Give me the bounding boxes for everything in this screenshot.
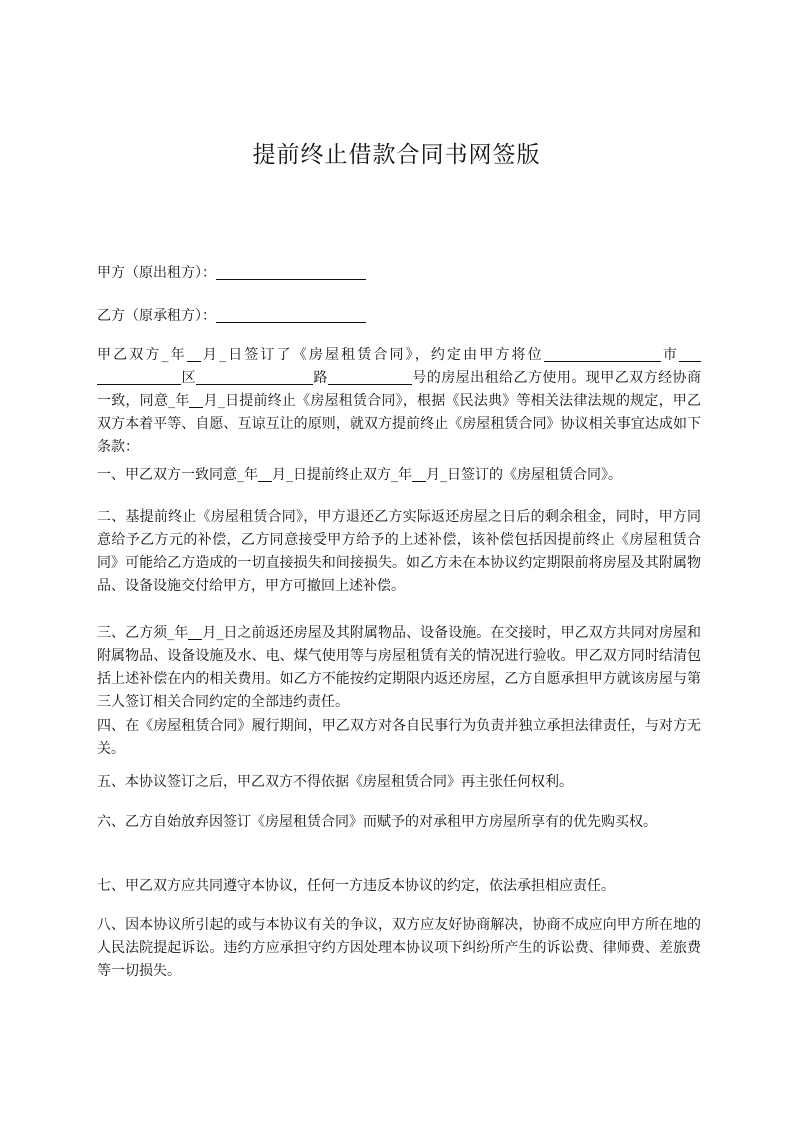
month-blank[interactable] <box>258 466 272 482</box>
intro-text: 日签订了《房屋租赁合同》，约定由甲方将位 <box>226 347 544 363</box>
city-blank-continued[interactable] <box>97 369 181 385</box>
clause-text: 日之前返还房屋及其附属物品、设备设施。在交接时，甲乙双方共同对房屋和附属物品、设备设施及水、电、煤气使用等与房屋租赁有关的情况进行验收。甲乙双方同时结清包括上述补偿在内的相关费用。如乙方不能按约定期限内返还房屋，乙方自愿承担甲方就该房屋与第三人签订相关合同约定的全部违约责任。 <box>97 625 702 710</box>
clause-text: 年 <box>244 467 258 483</box>
party-a-line <box>97 262 701 285</box>
intro-text: 路 <box>312 370 328 386</box>
clause-5: 五、本协议签订之后，甲乙双方不得依据《房屋租赁合同》再主张任何权利。 <box>97 774 573 790</box>
intro-text: 年 <box>175 393 190 409</box>
clause-text: 年 <box>398 467 412 483</box>
clause-8: 八、因本协议所引起的或与本协议有关的争议，双方应友好协商解决，协商不成应向甲方所在地的人民法院提起诉讼。违约方应承担守约方因处理本协议项下纠纷所产生的诉讼费、律师费、差旅费等一切损失。 <box>97 917 701 979</box>
road-blank[interactable] <box>328 369 412 385</box>
month-blank[interactable] <box>188 624 202 640</box>
clause-text: 月 <box>426 467 440 483</box>
clause-2: 二、基提前终止《房屋租赁合同》，甲方退还乙方实际返还房屋之日后的剩余租金，同时，甲方同意给予乙方元的补偿，乙方同意接受甲方给予的上述补偿，该补偿包括因提前终止《房屋租赁合同》可能给乙方造成的一切直接损失和间接损失。如乙方未在本协议约定期限前将房屋及其附属物品、设备设施交付给甲方，甲方可撤回上述补偿。 <box>97 509 701 594</box>
clause-text: 一、甲乙双方一致同意 <box>97 467 237 483</box>
city-blank[interactable] <box>679 346 701 362</box>
address-blank[interactable] <box>544 346 661 362</box>
district-blank[interactable] <box>196 369 313 385</box>
intro-text: 日提前终止《房屋租赁合同》，根据《民法典》等相关法律法规的规定，甲乙双方本着平等、自愿、互谅互让的原则，就双方提前终止《房屋租赁合同》协议相关事宜达成如下条款： <box>97 393 702 455</box>
clause-6: 六、乙方自始放弃因签订《房屋租赁合同》而赋予的对承租甲方房屋所享有的优先购买权。 <box>97 814 657 830</box>
clause-text: 三、乙方须 <box>97 625 168 641</box>
clause-text: 日签订的《房屋租赁合同》。 <box>447 467 622 483</box>
document-title: 提前终止借款合同书网签版 <box>252 142 541 168</box>
clause-text: 日提前终止双方 <box>293 467 391 483</box>
intro-text: 市 <box>660 347 680 363</box>
intro-text: 号的房屋出租给乙方使用。现甲乙双方经协商一致，同意 <box>97 370 702 409</box>
party-a-label: 甲方（原出租方）： <box>97 265 216 281</box>
party-a-blank[interactable] <box>216 264 366 280</box>
intro-text: 年 <box>168 347 187 363</box>
clause-4: 四、在《房屋租赁合同》履行期间，甲乙双方对各自民事行为负责并独立承担法律责任，与对方无关。 <box>97 718 701 757</box>
clause-7: 七、甲乙双方应共同遵守本协议，任何一方违反本协议的约定，依法承担相应责任。 <box>97 878 615 894</box>
month-blank[interactable] <box>412 466 426 482</box>
clause-text: 年 <box>174 625 189 641</box>
intro-text: 甲乙双方 <box>97 347 162 363</box>
intro-text: 月 <box>203 393 218 409</box>
intro-text: 区 <box>181 370 196 386</box>
intro-paragraph: 甲乙双方_年 月_日签订了《房屋租赁合同》，约定由甲方将位 市区 路 号的房屋出租给乙方使用。现甲乙双方经协商一致，同意_年 月_日提前终止《房屋租赁合同》，根据《民法典》等相关法律法规的规定，甲乙双方本着平等、自愿、互谅互让的原则，就双方提前终止《房屋租赁合同》协议相关事宜达成如下条款： <box>97 347 702 455</box>
month-blank[interactable] <box>189 392 203 408</box>
intro-text: 月 <box>200 347 220 363</box>
clause-text: 月 <box>202 625 217 641</box>
party-b-blank[interactable] <box>216 307 366 323</box>
clause-text: 月 <box>272 467 286 483</box>
clause-1: 一、甲乙双方一致同意_年 月_日提前终止双方_年 月_日签订的《房屋租赁合同》。 <box>97 467 622 483</box>
party-b-label: 乙方（原承租方）： <box>97 308 216 324</box>
clause-3: 三、乙方须_年 月_日之前返还房屋及其附属物品、设备设施。在交接时，甲乙双方共同对房屋和附属物品、设备设施及水、电、煤气使用等与房屋租赁有关的情况进行验收。甲乙双方同时结清包括上述补偿在内的相关费用。如乙方不能按约定期限内返还房屋，乙方自愿承担甲方就该房屋与第三人签订相关合同约定的全部违约责任。 <box>97 625 702 710</box>
party-b-line <box>97 305 701 328</box>
month-blank[interactable] <box>187 346 201 362</box>
